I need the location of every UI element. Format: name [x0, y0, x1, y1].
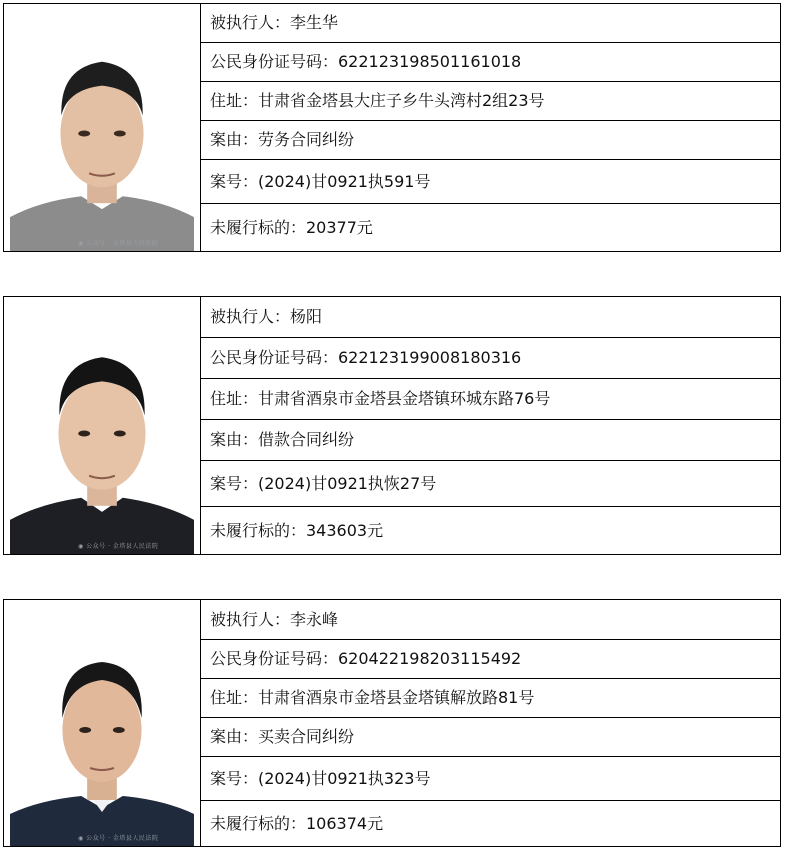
- photo-cell: [4, 600, 201, 847]
- address-field: 住址：甘肃省金塔县大庄子乡牛头湾村2组23号: [201, 82, 781, 121]
- outstanding-amount-field: 未履行标的：343603元: [201, 507, 781, 555]
- address-field: 住址：甘肃省酒泉市金塔县金塔镇解放路81号: [201, 679, 781, 718]
- name-field: 被执行人：李生华: [201, 4, 781, 43]
- watermark: ◉ 公众号 · 金塔县人民法院: [78, 241, 158, 247]
- id-number-field: 公民身份证号码：620422198203115492: [201, 640, 781, 679]
- name-field: 被执行人：李永峰: [201, 600, 781, 640]
- person-record-card: [3, 599, 781, 847]
- address-field: 住址：甘肃省酒泉市金塔县金塔镇环城东路76号: [201, 379, 781, 420]
- case-cause-field: 案由：劳务合同纠纷: [201, 121, 781, 160]
- case-cause-field: 案由：借款合同纠纷: [201, 420, 781, 461]
- outstanding-amount-field: 未履行标的：20377元: [201, 204, 781, 252]
- portrait-photo: [10, 297, 194, 554]
- person-record-card: [3, 3, 781, 252]
- watermark: ◉ 公众号 · 金塔县人民法院: [78, 836, 158, 842]
- case-cause-field: 案由：买卖合同纠纷: [201, 718, 781, 757]
- case-number-field: 案号：(2024)甘0921执591号: [201, 160, 781, 204]
- portrait-photo: [10, 600, 194, 846]
- photo-cell: [4, 4, 201, 252]
- watermark: ◉ 公众号 · 金塔县人民法院: [78, 544, 158, 550]
- id-number-field: 公民身份证号码：622123199008180316: [201, 338, 781, 379]
- photo-cell: [4, 297, 201, 555]
- case-number-field: 案号：(2024)甘0921执恢27号: [201, 461, 781, 507]
- id-number-field: 公民身份证号码：622123198501161018: [201, 43, 781, 82]
- name-field: 被执行人：杨阳: [201, 297, 781, 338]
- person-record-card: [3, 296, 781, 555]
- portrait-photo: [10, 4, 194, 251]
- outstanding-amount-field: 未履行标的：106374元: [201, 801, 781, 847]
- case-number-field: 案号：(2024)甘0921执323号: [201, 757, 781, 801]
